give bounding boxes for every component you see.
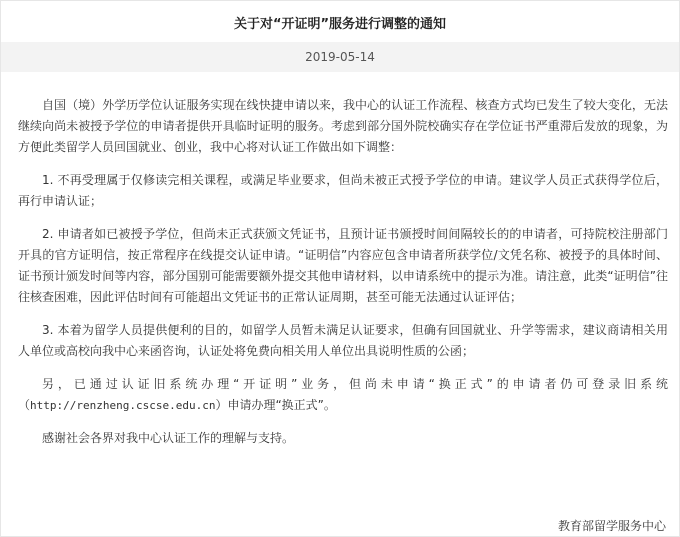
- item-3-paragraph: 3. 本着为留学人员提供便利的目的，如留学人员暂未满足认证要求，但确有回国就业、升学等需求，建议商请相关用人单位或高校向我中心来函咨询，认证处将免费向相关用人单位出具说明性质的公函；: [18, 323, 668, 358]
- note-text-before: 另，已通过认证旧系统办理“开证明”业务，但尚未申请“换正式”的申请者仍可登录旧系统（: [18, 377, 668, 412]
- intro-paragraph: 自国（境）外学历学位认证服务实现在线快捷申请以来，我中心的认证工作流程、核查方式均已发生了较大变化，无法继续向尚未被授予学位的申请者提供开具临时证明的服务。考虑到部分国外院校确实存在学位证书严重滞后发放的现象，为方便此类留学人员回国就业、创业，我中心将对认证工作做出如下调整：: [18, 98, 668, 154]
- notice-body: [18, 95, 668, 461]
- thanks-paragraph: 感谢社会各界对我中心认证工作的理解与支持。: [42, 431, 295, 445]
- signature: 教育部留学服务中心: [557, 519, 666, 533]
- item-2-paragraph: 2. 申请者如已被授予学位，但尚未正式获颁文凭证书，且预计证书颁授时间间隔较长的的申请者，可持院校注册部门开具的官方证明信，按正常程序在线提交认证申请。“证明信”内容应包含申请者所获学位/文凭名称、被授予的具体时间、证书预计颁发时间等内容，部分国别可能需要额外提交其他申请材料，以申请系统中的提示为准。请注意，此类“证明信”往往核查困难，因此评估时间有可能超出文凭证书的正常认证周期，甚至可能无法通过认证评估；: [18, 227, 668, 304]
- date-bar: [1, 42, 679, 72]
- note-paragraph: [18, 374, 668, 416]
- publish-date: 2019-05-14: [305, 50, 375, 64]
- notice-title: 关于对“开证明”服务进行调整的通知: [233, 17, 447, 32]
- item-1-paragraph: 1. 不再受理属于仅修读完相关课程，或满足毕业要求，但尚未被正式授予学位的申请。建议学人员正式获得学位后，再行申请认证；: [18, 173, 668, 208]
- old-system-link[interactable]: http://renzheng.cscse.edu.cn: [30, 399, 216, 412]
- note-text-after: ）申请办理“换正式”。: [215, 398, 336, 412]
